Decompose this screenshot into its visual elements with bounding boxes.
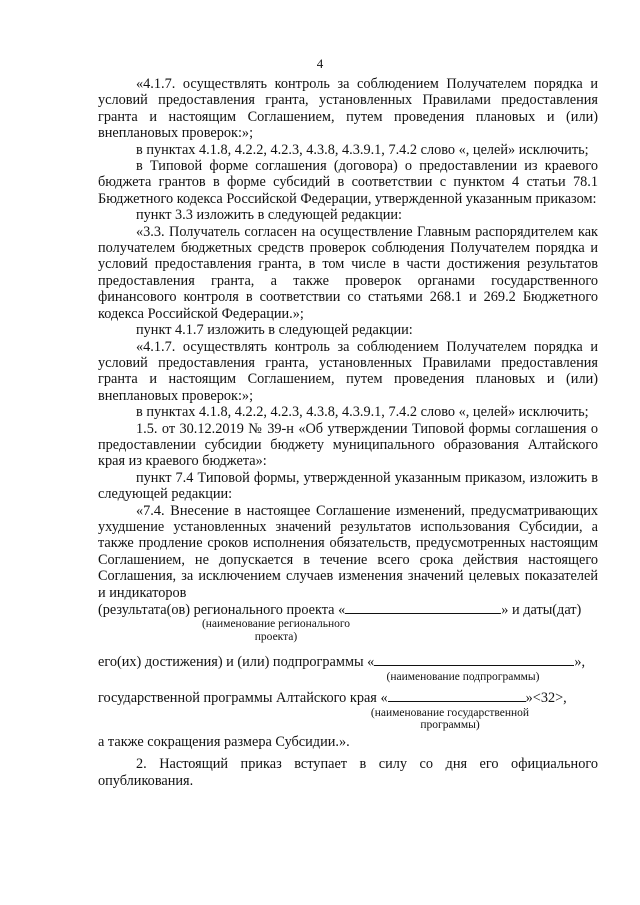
paragraph-effective-date: 2. Настоящий приказ вступает в силу со дня его официального опубликования. bbox=[98, 756, 598, 789]
page-number: 4 bbox=[316, 56, 324, 71]
paragraph-point-7-4-intro: пункт 7.4 Типовой формы, утвержденной указанным приказом, изложить в следующей редакции: bbox=[98, 469, 598, 503]
paragraph-point-3-3-intro: пункт 3.3 изложить в следующей редакции: bbox=[136, 207, 403, 224]
caption-regional-project-line-b: проекта) bbox=[254, 630, 298, 643]
paragraph-7-4-quote: «7.4. Внесение в настоящее Соглашение изменений, предусматривающих ухудшение установленных значений результатов использования Субсидии, а также продление сроков исполнения обязательств, предусмотренных настоящим Соглашением, не допускается в течение всего срока действия настоящего Соглашения, за исключением случаев изменения значений целевых показателей и индикаторов bbox=[98, 502, 598, 601]
form-line-2-text: его(их) достижения) и (или) подпрограммы « bbox=[98, 654, 375, 671]
paragraph-4-1-7-quote-b: «4.1.7. осуществлять контроль за соблюдением Получателем порядка и условий предоставления гранта, установленных Правилами предоставления гранта и настоящим Соглашением, путем проведения плановых и (или) внеплановых проверок:»; bbox=[98, 338, 598, 404]
paragraph-typical-form-grant: в Типовой форме соглашения (договора) о предоставлении из краевого бюджета грантов в форме субсидий в соответствии с пунктом 4 статьи 78.1 Бюджетного кодекса Российской Федерации, утвержденной указанным приказом: bbox=[98, 158, 598, 207]
blank-subprogram bbox=[374, 653, 574, 666]
blank-regional-project bbox=[345, 601, 501, 614]
form-line-reduction: а также сокращения размера Субсидии.». bbox=[98, 733, 350, 750]
caption-regional-project bbox=[186, 618, 366, 643]
paragraph-4-1-7-quote-a: «4.1.7. осуществлять контроль за соблюдением Получателем порядка и условий предоставления гранта, установленных Правилами предоставления гранта и настоящим Соглашением, путем проведения плановых и (или) внеплановых проверок:»; bbox=[98, 76, 598, 142]
paragraph-3-3-quote: «3.3. Получатель согласен на осуществление Главным распорядителем как получателем бюджетных средств проверок соблюдения Получателем порядка и условий предоставления гранта, в том числе в части достижения результатов предоставления гранта, а также проверок органами государственного финансового контроля в соответствии со статьями 268.1 и 269.2 Бюджетного кодекса Российской Федерации.»; bbox=[98, 223, 598, 322]
caption-subprogram: (наименование подпрограммы) bbox=[386, 670, 540, 683]
form-line-state-program bbox=[98, 689, 598, 706]
document-body bbox=[98, 76, 598, 789]
paragraph-point-4-1-7-intro: пункт 4.1.7 изложить в следующей редакции: bbox=[136, 322, 413, 339]
paragraph-remove-word-a: в пунктах 4.1.8, 4.2.2, 4.2.3, 4.3.8, 4.3.9.1, 7.4.2 слово «, целей» исключить; bbox=[136, 141, 589, 158]
form-line-regional-project bbox=[98, 601, 598, 618]
form-line-subprogram bbox=[98, 653, 598, 670]
blank-state-program bbox=[388, 689, 526, 702]
caption-regional-project-line-a: (наименование регионального bbox=[201, 618, 351, 631]
form-line-1-text: (результата(ов) регионального проекта « bbox=[98, 602, 346, 618]
caption-state-program-line-a: (наименование государственной bbox=[370, 706, 530, 719]
caption-state-program-line-b: программы) bbox=[420, 719, 480, 732]
form-line-3-end: »<32>, bbox=[525, 690, 567, 707]
form-line-3-text: государственной программы Алтайского края « bbox=[98, 690, 388, 707]
paragraph-1-5: 1.5. от 30.12.2019 № 39-н «Об утверждении Типовой формы соглашения о предоставлении субсидии бюджету муниципального образования Алтайского края из краевого бюджета»: bbox=[98, 420, 598, 470]
form-line-2-end: », bbox=[574, 654, 586, 671]
paragraph-remove-word-b: в пунктах 4.1.8, 4.2.2, 4.2.3, 4.3.8, 4.3.9.1, 7.4.2 слово «, целей» исключить; bbox=[136, 404, 589, 421]
form-line-1-end: » и даты(дат) bbox=[501, 602, 582, 618]
caption-state-program bbox=[360, 707, 540, 732]
